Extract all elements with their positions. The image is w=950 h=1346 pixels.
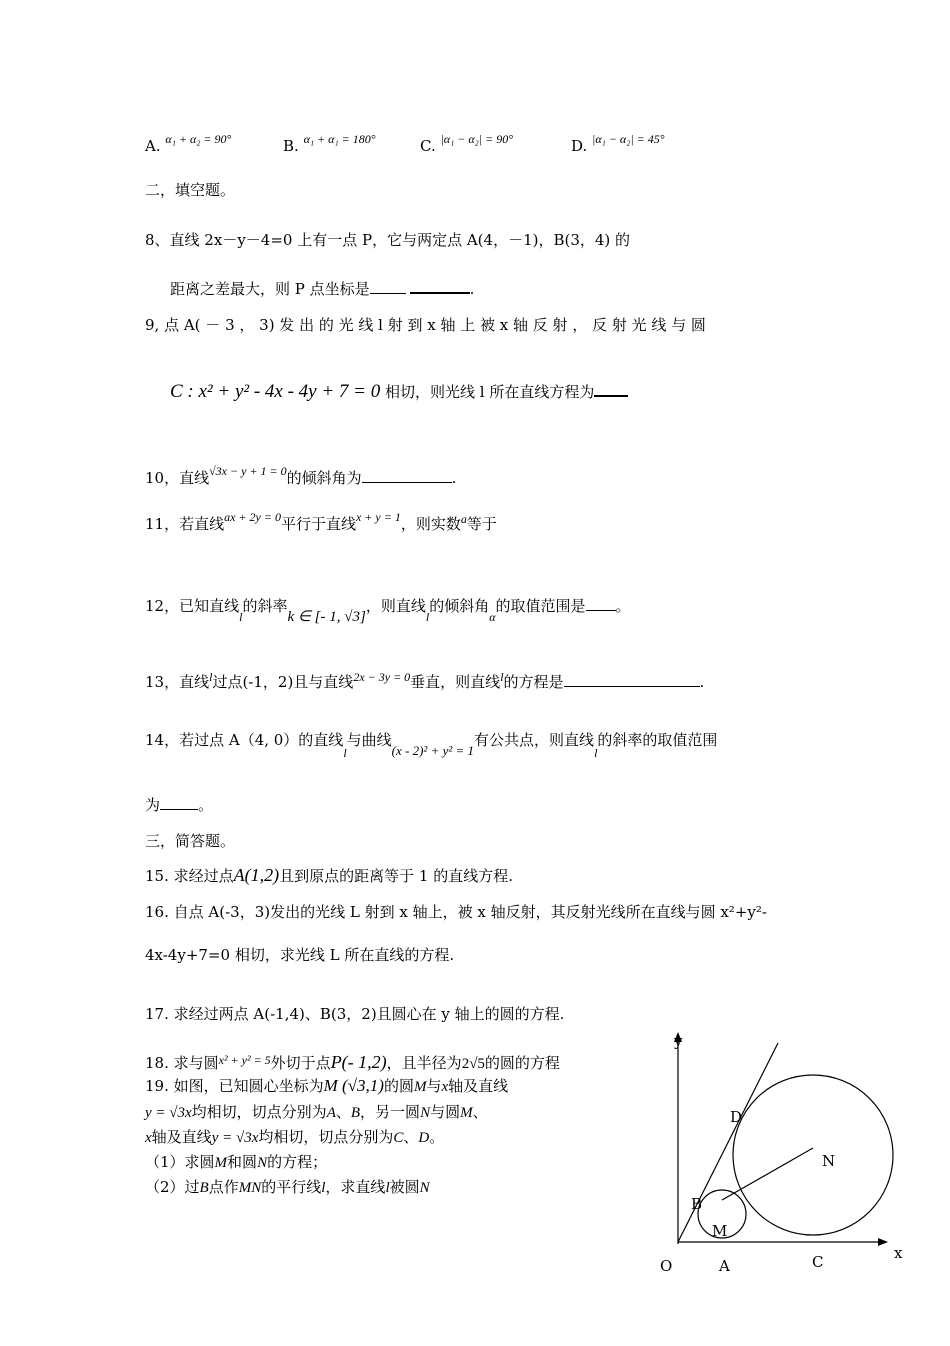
question-16-line2: 4x-4y+7=0 相切，求光线 L 所在直线的方程. <box>145 946 455 964</box>
question-12-end: 。 <box>615 597 631 615</box>
origin-label: O <box>660 1257 673 1275</box>
option-c-expr: |α₁ − α₂| = 90° <box>440 132 514 146</box>
point-a-label: A <box>719 1257 730 1275</box>
question-18-mid2: ，且半径为 <box>386 1054 462 1072</box>
question-15-post: 且到原点的距离等于 1 的直线方程. <box>279 867 513 885</box>
q19-var: A <box>326 1105 336 1121</box>
question-12-mid3: 的倾斜角 <box>429 597 490 615</box>
question-14-line2 <box>145 795 213 815</box>
variable: l <box>239 610 243 624</box>
geometry-figure <box>650 1030 920 1280</box>
question-16-line1: 16. 自点 A(-3，3)发出的光线 L 射到 x 轴上，被 x 轴反射，其反射光线所在直线与圆 x²+y²- <box>145 903 767 921</box>
circle-equation: C : x² + y² - 4x - 4y + 7 = 0 <box>170 381 381 402</box>
variable: a <box>460 512 467 526</box>
question-8-line1: 8、直线 2x－y－4=0 上有一点 P，它与两定点 A(4，－1)，B(3，4) 的 <box>145 231 631 249</box>
variable: l <box>594 746 598 760</box>
question-15-pre: 15. 求经过点 <box>145 867 234 885</box>
question-10-post: 的倾斜角为 <box>286 469 362 487</box>
question-12-mid1: 的斜率 <box>242 597 288 615</box>
question-14-pre: 14，若过点 A（4, 0）的直线 <box>145 731 344 749</box>
q19-text: 均相切，切点分别为 <box>191 1103 327 1121</box>
q19-var: M <box>460 1105 473 1121</box>
section-2-heading: 二，填空题。 <box>145 181 236 199</box>
answer-blank <box>160 809 198 810</box>
q19-var: N <box>257 1155 268 1171</box>
point-p: P(- 1,2) <box>330 1052 387 1072</box>
question-10: 10，直线$^{√3x - y + 1 = 0}$的倾斜角为 . <box>145 464 457 487</box>
q19-var: N <box>419 1180 430 1196</box>
circle-n <box>733 1075 893 1235</box>
variable: l <box>500 670 504 684</box>
tangent-line: y = √3x <box>145 1105 192 1121</box>
q19-text: （2）过 <box>145 1178 200 1196</box>
option-d-expr: |α₁ − α₂| = 45° <box>592 132 665 146</box>
q19-var: B <box>350 1105 361 1121</box>
point-m-label: M <box>712 1222 728 1240</box>
q19-text: 被圆 <box>389 1178 420 1196</box>
question-14-mid1: 与曲线 <box>346 731 392 749</box>
option-a-expr: α₁ + α₂ = 90° <box>165 132 232 146</box>
q19-var: B <box>199 1180 209 1196</box>
option-c-label: C. <box>420 137 436 155</box>
q19-var: D <box>418 1130 430 1146</box>
question-11-mid2: ，则实数 <box>400 515 461 533</box>
option-c <box>420 132 514 157</box>
question-8-line2: 距离之差最大，则 P 点坐标是 . <box>170 280 475 298</box>
q19-var: l <box>321 1180 326 1196</box>
point-b-label: B <box>691 1195 703 1213</box>
q19-var: l <box>385 1180 390 1196</box>
line-equation: ax + 2y = 0 <box>224 510 281 524</box>
question-13-mid2: 垂直，则直线 <box>410 673 501 691</box>
question-14-line2-text: 为 <box>145 796 161 814</box>
y-axis-label: y <box>674 1032 683 1050</box>
answer-blank <box>594 395 628 397</box>
line-equation: 2x − 3y = 0 <box>353 670 411 684</box>
variable: l <box>343 746 347 760</box>
question-18 <box>145 1052 560 1074</box>
question-9-line1: 9, 点 A( － 3 ， 3) 发 出 的 光 线 l 射 到 x 轴 上 被 x 轴 反 射 ， 反 射 光 线 与 圆 <box>145 316 706 334</box>
q19-text: 与圆 <box>430 1103 461 1121</box>
question-19-part1 <box>145 1152 327 1173</box>
circle-equation: x² + y² = 5 <box>218 1053 271 1067</box>
radius: 2√5 <box>461 1056 485 1072</box>
question-12 <box>145 596 631 625</box>
question-19-line1 <box>145 1076 508 1097</box>
question-11-pre: 11，若直线 <box>145 515 225 533</box>
option-b <box>283 132 376 157</box>
q19-var: N <box>420 1105 431 1121</box>
q19-text: 的圆 <box>383 1077 414 1095</box>
q19-text: 与 <box>426 1077 442 1095</box>
question-13 <box>145 672 704 693</box>
point-a: A(1,2) <box>233 865 280 885</box>
question-13-end: . <box>699 673 705 691</box>
line-equation: √3x − y + 1 = 0 <box>209 464 287 478</box>
option-a <box>145 132 232 157</box>
q19-text: 轴及直线 <box>448 1077 509 1095</box>
section-3-heading: 三，简答题。 <box>145 832 236 850</box>
question-9-line2 <box>170 382 628 402</box>
question-19-line2 <box>145 1102 488 1123</box>
slope-range: k ∈ [- 1, √3] <box>287 609 366 625</box>
q19-text: 19. 如图，已知圆心坐标为 <box>145 1077 324 1095</box>
answer-blank <box>564 686 700 687</box>
question-14-end: 。 <box>198 796 214 814</box>
variable: α <box>489 610 496 624</box>
option-b-expr: α₁ + α₁ = 180° <box>303 132 376 146</box>
question-18-mid: 外切于点 <box>270 1054 331 1072</box>
q19-text: 、 <box>472 1103 488 1121</box>
question-13-mid1: 过点(-1，2)且与直线 <box>212 673 354 691</box>
tangent-line: y = √3x <box>211 1130 259 1146</box>
option-a-label: A. <box>145 137 161 155</box>
question-19-line3 <box>145 1127 444 1148</box>
q19-var: M <box>214 1155 228 1171</box>
q19-text: 、 <box>403 1128 419 1146</box>
variable: l <box>425 610 430 624</box>
question-15 <box>145 865 513 886</box>
question-14-post: 的斜率的取值范围 <box>597 731 718 749</box>
question-10-pre: 10，直线 <box>145 469 210 487</box>
x-axis-label: x <box>894 1244 903 1262</box>
q19-text: 的方程； <box>267 1153 328 1171</box>
question-14-line1 <box>145 730 718 760</box>
q19-text: 轴及直线 <box>151 1128 212 1146</box>
question-14-mid2: 有公共点，则直线 <box>474 731 595 749</box>
question-8-text: 距离之差最大，则 P 点坐标是 <box>170 280 370 298</box>
q19-text: ，求直线 <box>325 1178 386 1196</box>
q19-text: 、 <box>335 1103 351 1121</box>
answer-blank <box>370 293 406 294</box>
q19-text: 点作 <box>208 1178 239 1196</box>
q19-text: （1）求圆 <box>145 1153 215 1171</box>
q19-var: x <box>145 1130 152 1146</box>
q19-var: C <box>393 1130 404 1146</box>
q19-text: ，另一圆 <box>360 1103 421 1121</box>
question-17: 17. 求经过两点 A(-1,4)、B(3，2)且圆心在 y 轴上的圆的方程. <box>145 1005 565 1023</box>
point-n-label: N <box>822 1152 836 1170</box>
question-11-post: 等于 <box>466 515 497 533</box>
question-13-post: 的方程是 <box>503 673 564 691</box>
answer-blank <box>362 482 452 483</box>
question-11 <box>145 510 497 535</box>
option-d <box>571 132 665 157</box>
line-equation: x + y = 1 <box>355 510 401 524</box>
point-c-label: C <box>812 1253 824 1271</box>
question-12-post: 的取值范围是 <box>495 597 586 615</box>
q19-var: M <box>413 1079 427 1095</box>
question-12-mid2: ，则直线 <box>365 597 426 615</box>
option-b-label: B. <box>283 137 299 155</box>
answer-blank <box>410 292 470 294</box>
question-13-pre: 13，直线 <box>145 673 210 691</box>
q19-var: x <box>441 1079 449 1095</box>
question-18-post: 的圆的方程 <box>484 1054 560 1072</box>
answer-blank <box>586 610 616 611</box>
question-11-mid: 平行于直线 <box>280 515 356 533</box>
q19-var: MN <box>238 1180 262 1196</box>
q19-text: 。 <box>429 1128 445 1146</box>
point-d-label: D <box>730 1108 743 1126</box>
curve-equation: (x - 2)² + y² = 1 <box>391 743 475 758</box>
q19-text: 均相切，切点分别为 <box>258 1128 394 1146</box>
center-m: M (√3,1) <box>323 1076 384 1095</box>
question-19-part2 <box>145 1177 430 1198</box>
option-d-label: D. <box>571 137 588 155</box>
q19-text: 和圆 <box>227 1153 258 1171</box>
question-12-pre: 12，已知直线 <box>145 597 240 615</box>
question-18-pre: 18. 求与圆 <box>145 1054 219 1072</box>
q19-text: 的平行线 <box>261 1178 322 1196</box>
question-9-text: 相切，则光线 l 所在直线方程为 <box>385 383 595 401</box>
variable: l <box>209 670 213 684</box>
x-axis-arrow <box>878 1238 888 1246</box>
